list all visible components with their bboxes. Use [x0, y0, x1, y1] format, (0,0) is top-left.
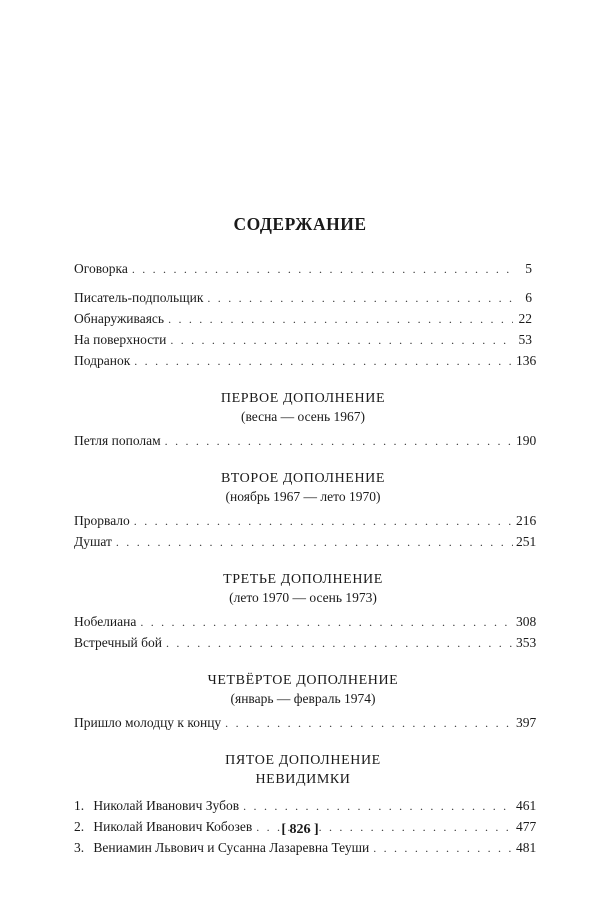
dot-leader — [116, 532, 513, 553]
dot-leader — [170, 330, 513, 351]
section-heading: ВТОРОЕ ДОПОЛНЕНИЕ — [220, 471, 386, 486]
toc-entry[interactable] — [74, 258, 532, 279]
toc-entry[interactable] — [74, 795, 537, 816]
toc-entry-page: 6 — [525, 290, 532, 305]
dot-leader — [225, 713, 513, 734]
dot-leader — [168, 309, 513, 330]
toc-entry-page: 216 — [516, 513, 537, 528]
toc-entry-title: Нобелиана — [74, 614, 137, 629]
toc-entry[interactable] — [74, 287, 532, 308]
dot-leader — [166, 633, 513, 654]
page-number: [ 826 ] — [281, 822, 319, 837]
dot-leader — [134, 511, 513, 532]
toc-entry-title: Обнаруживаясь — [74, 311, 165, 326]
toc-entry-page: 22 — [518, 311, 532, 326]
toc-entry-page: 308 — [516, 614, 537, 629]
toc-entry-page: 461 — [516, 798, 537, 813]
toc-entry[interactable] — [74, 632, 537, 653]
section-heading: ЧЕТВЁРТОЕ ДОПОЛНЕНИЕ — [207, 673, 399, 688]
entry-text: Вениамин Львович и Сусанна Лазаревна Теуши — [93, 840, 370, 855]
section-subheading: (ноябрь 1967 — лето 1970) — [225, 489, 381, 504]
toc-entry-title: Писатель-подпольщик — [74, 290, 204, 305]
dot-leader — [165, 431, 513, 452]
toc-entry[interactable] — [74, 611, 537, 632]
toc-heading: СОДЕРЖАНИЕ — [233, 214, 367, 234]
toc-entry-page: 397 — [516, 715, 537, 730]
toc-entry[interactable] — [74, 329, 532, 350]
toc-entry-page: 481 — [516, 840, 537, 855]
toc-entry[interactable] — [74, 531, 537, 552]
toc-entry-title: Прорвало — [74, 513, 130, 528]
entry-text: Николай Иванович Зубов — [93, 798, 240, 813]
toc-entry[interactable] — [74, 510, 537, 531]
section-heading: ПЯТОЕ ДОПОЛНЕНИЕ — [225, 753, 381, 768]
toc-entry-title — [74, 837, 369, 858]
toc-entry[interactable] — [74, 837, 537, 858]
toc-entry-page: 353 — [516, 635, 537, 650]
toc-entry[interactable] — [74, 350, 537, 371]
entry-text: Николай Иванович Кобозев — [93, 819, 253, 834]
toc-entry-page: 477 — [516, 819, 537, 834]
toc-entry-title: На поверхности — [74, 332, 167, 347]
dot-leader — [373, 838, 513, 859]
toc-entry[interactable] — [74, 308, 532, 329]
section-heading: ТРЕТЬЕ ДОПОЛНЕНИЕ — [223, 572, 383, 587]
toc-entry-title: Встречный бой — [74, 635, 162, 650]
toc-entry-page: 5 — [525, 261, 532, 276]
section-subheading: НЕВИДИМКИ — [255, 772, 351, 787]
toc-entry-page: 251 — [516, 534, 537, 549]
section-subheading: (весна — осень 1967) — [240, 409, 366, 424]
dot-leader — [140, 612, 513, 633]
dot-leader — [243, 796, 513, 817]
entry-number: 3. — [74, 840, 85, 855]
section-subheading: (лето 1970 — осень 1973) — [229, 590, 377, 605]
toc-entry-title: Оговорка — [74, 261, 128, 276]
toc-entry-page: 190 — [516, 433, 537, 448]
entry-number: 2. — [74, 819, 85, 834]
section-subheading: (январь — февраль 1974) — [230, 691, 376, 706]
toc-entry-title: Петля пополам — [74, 433, 161, 448]
toc-entry[interactable] — [74, 712, 537, 733]
section-heading: ПЕРВОЕ ДОПОЛНЕНИЕ — [220, 391, 386, 406]
toc-body — [74, 258, 537, 858]
toc-entry-title: Пришло молодцу к концу — [74, 715, 222, 730]
entry-number: 1. — [74, 798, 85, 813]
dot-leader — [207, 288, 513, 309]
dot-leader — [132, 259, 513, 280]
toc-entry-title: Душат — [74, 534, 112, 549]
toc-entry-title: Подранок — [74, 353, 131, 368]
dot-leader — [134, 351, 513, 372]
toc-entry-page: 136 — [516, 353, 537, 368]
toc-entry-page: 53 — [518, 332, 532, 347]
toc-entry[interactable] — [74, 430, 537, 451]
toc-entry-title — [74, 795, 239, 816]
spacer — [74, 279, 532, 287]
